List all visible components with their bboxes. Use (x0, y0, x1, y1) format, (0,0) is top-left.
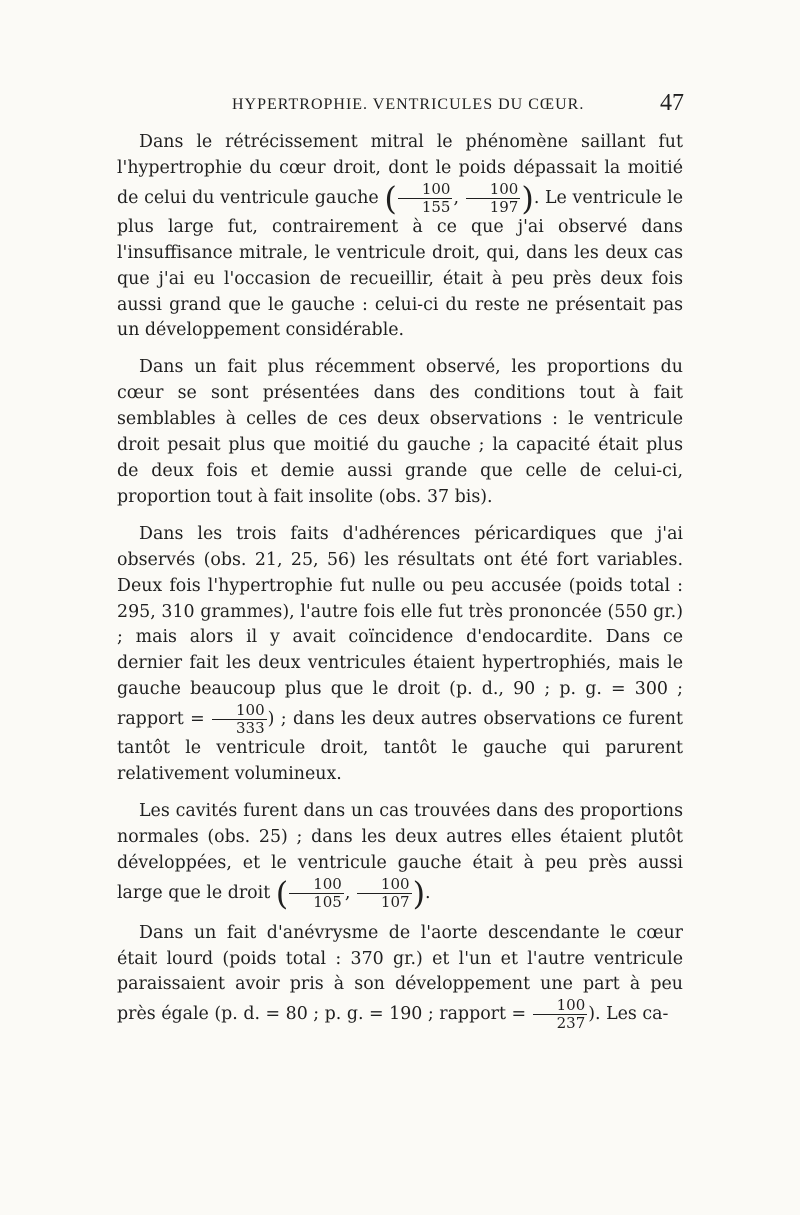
numerator: 100 (533, 998, 588, 1015)
numerator: 100 (289, 877, 344, 894)
numerator: 100 (212, 703, 267, 720)
denominator: 237 (556, 1014, 586, 1033)
text-run: Dans les trois faits d'adhérences péricardiques que j'ai observés (obs. 21, 25, 56) les résultats ont été fort variables. Deux fois l'hypertrophie fut nulle ou peu accusée (poids total : 295, 310 grammes), l'autre fois elle fut très prononcée (550 gr.) ; mais alors il y avait coïncidence d'endocardite. Dans ce dernier fait les deux ventricules étaient hypertrophiés, mais le gauche beaucoup plus que le droit (p. d., 90 ; p. g. = 300 ; rapport = (117, 523, 683, 730)
text-run: . Le ventricule le plus large fut, contrairement à ce que j'ai observé dans l'insuffisance mitrale, le ventricule droit, qui, dans les deux cas que j'ai eu l'occasion de recueillir, était à peu près deux fois aussi grand que le gauche : celui-ci du reste ne présentait pas un développement considérable. (117, 187, 684, 341)
fraction (466, 179, 521, 216)
fraction (212, 703, 267, 736)
denominator: 155 (421, 197, 451, 216)
numerator: 100 (398, 182, 453, 199)
open-paren: ( (384, 179, 397, 218)
close-paren: ) (412, 874, 426, 913)
text-run: Les cavités furent dans un cas trouvées dans des proportions normales (obs. 25) ; dans les deux autres elles étaient plutôt développées, et le ventricule gauche était à peu près aussi large que le droit (117, 800, 683, 903)
paragraph-pericardial-adhesions (117, 522, 683, 788)
separator: , (453, 187, 465, 208)
denominator: 105 (313, 892, 342, 911)
numerator: 100 (466, 182, 521, 199)
body-text (117, 130, 683, 1042)
text-run: . (425, 882, 431, 903)
numerator: 100 (357, 877, 412, 894)
text-run: Dans le rétrécissement mitral le phénomène saillant fut l'hypertrophie du cœur droit, dont le poids dépassait la moitié de celui du ventricule gauche (117, 132, 683, 208)
close-paren: ) (521, 179, 534, 218)
denominator: 197 (489, 197, 519, 216)
text-run: ). Les ca- (588, 1004, 669, 1025)
text-run: ) ; dans les deux autres observations ce furent tantôt le ventricule droit, tantôt le gauche qui parurent relativement volumineux. (117, 709, 683, 785)
fraction (289, 874, 344, 911)
paragraph-cavities (117, 799, 683, 913)
denominator: 333 (236, 719, 265, 738)
fraction (357, 874, 412, 911)
open-paren: ( (275, 874, 289, 913)
paragraph-mitral-stenosis (117, 130, 683, 344)
paragraph-aortic-aneurysm (117, 921, 683, 1032)
fraction (398, 179, 453, 216)
separator: , (344, 882, 356, 903)
running-title: HYPERTROPHIE. VENTRICULES DU CŒUR. (232, 96, 585, 113)
page-number: 47 (660, 90, 684, 116)
fraction (533, 998, 588, 1031)
denominator: 107 (380, 892, 410, 911)
text-run: Dans un fait d'anévrysme de l'aorte descendante le cœur était lourd (poids total : 370 gr.) et l'un et l'autre ventricule paraissaient avoir pris à son développement une part à peu près égale (p. d. = 80 ; p. g. = 190 ; rapport = (117, 922, 683, 1025)
paragraph-recent-case: Dans un fait plus récemment observé, les proportions du cœur se sont présentées dans des conditions tout à fait semblables à celles de ces deux observations : le ventricule droit pesait plus que moitié du gauche ; la capacité était plus de deux fois et demie aussi grande que celle de celui-ci, proportion tout à fait insolite (obs. 37 bis). (117, 357, 683, 507)
